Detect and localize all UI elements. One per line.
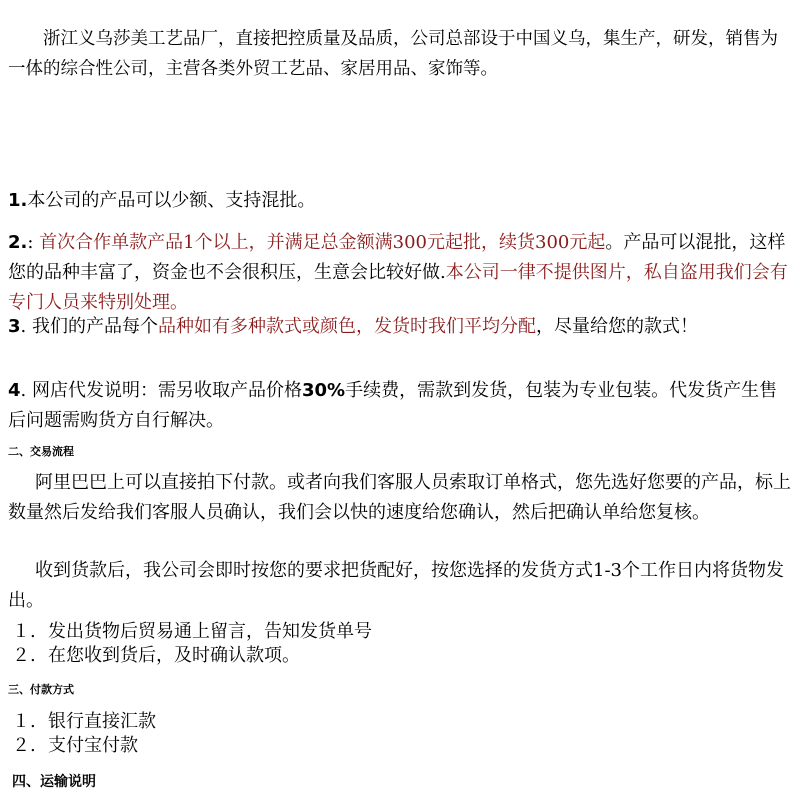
term-4-text-a: . 网店代发说明：需另收取产品价格 [20,380,302,401]
term-4-percent: 30% [301,380,346,401]
list-item-text: 支付宝付款 [48,735,138,756]
section-2-heading: 二、交易流程 [8,445,74,458]
company-intro: 浙江义乌莎美工艺品厂，直接把控质量及品质，公司总部设于中国义乌，集生产，研发，销售为一体的综合性公司，主营各类外贸工艺品、家居用品、家饰等。 [8,29,778,79]
section-4-heading: 四、运输说明 [12,774,96,790]
section-2-list-item [12,620,372,644]
list-item-number: １. [12,621,36,642]
term-4 [8,376,794,436]
term-4-number: 4 [8,380,21,401]
term-3-text-a: . 我们的产品每个 [20,316,158,337]
list-item-text: 发出货物后贸易通上留言，告知发货单号 [48,621,372,642]
term-4-text-b: 手续费，需款到发货，包装为专业包装。代发货产生售后问题需购货方自行解决。 [8,380,778,431]
list-item-number: １. [12,711,36,732]
list-item-text: 在您收到货后，及时确认款项。 [48,645,300,666]
term-2-highlight-a: 首次合作单款产品1个以上，并满足总金额满300元起批，续货300元起 [39,232,606,253]
term-3-number: 3 [8,316,21,337]
term-1-text: 本公司的产品可以少额、支持混批。 [27,190,316,211]
term-2-text-a: 。产品可以混批，这样您的品种丰富了，资金也不会很积压，生意会比较好做. [8,232,786,283]
list-item-text: 银行直接汇款 [48,711,156,732]
term-1-number: 1. [8,190,28,211]
list-item-number: ２. [12,645,36,666]
term-2-number: 2. [8,232,28,253]
section-2-list-item [12,644,300,668]
term-3-text-b: ，尽量给您的款式！ [535,316,698,337]
term-2-sep: : [27,232,34,253]
term-3-highlight: 品种如有多种款式或颜色，发货时我们平均分配 [157,316,536,337]
term-1 [8,186,794,216]
section-2-paragraph-1: 阿里巴巴上可以直接拍下付款。或者向我们客服人员索取订单格式，您先选好您要的产品，标上数量然后发给我们客服人员确认，我们会以快的速度给您确认，然后把确认单给您复核。 [8,472,791,523]
term-3 [8,312,794,342]
term-2-highlight-b: 本公司一律不提供图片，私自盗用我们会有专门人员来特别处理。 [8,262,788,313]
section-3-list-item [12,710,156,734]
section-3-heading: 三、付款方式 [8,683,74,696]
section-3-list-item [12,734,138,758]
section-2-paragraph-2: 收到货款后，我公司会即时按您的要求把货配好，按您选择的发货方式1-3个工作日内将货物发出。 [8,560,784,611]
term-2 [8,228,794,318]
list-item-number: ２. [12,735,36,756]
